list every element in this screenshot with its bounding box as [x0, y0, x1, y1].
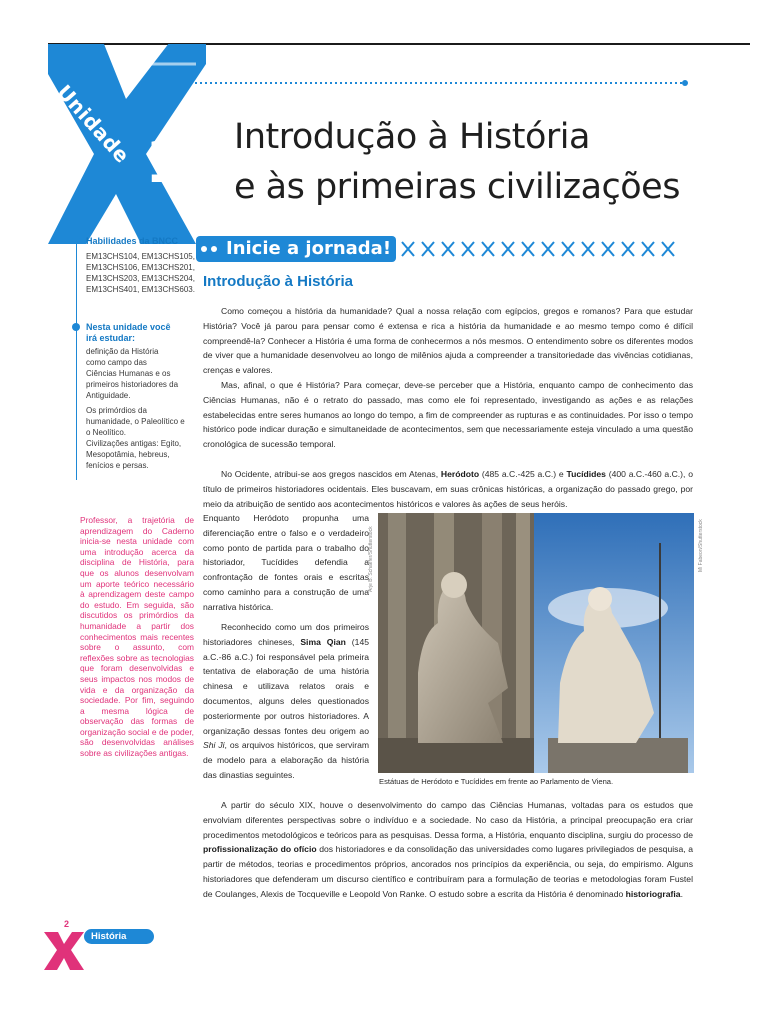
paragraph-3 [203, 467, 693, 511]
page-title-line-1: Introdução à História [234, 117, 590, 157]
paragraph-5-text: A partir do século XIX, houve o desenvolvimento do campo das Ciências Humanas, voltadas para os estudos que envolviam diferentes perspectivas sobre o indivíduo e a sociedade. No caso da História, a principal preocupação era criar procedimentos metodológicos e teóricos para as pesquisas. Dessa forma, a História, enquanto disciplina, surgiu do processo de [203, 800, 693, 840]
topic-line: Mesopotâmia, hebreus, [86, 450, 170, 459]
study-heading-2: irá estudar: [86, 333, 136, 343]
title-dotted-line [190, 78, 690, 88]
skills-block [86, 236, 195, 295]
historiografia-term: historiografia [625, 888, 681, 899]
paragraph-3-text: (485 a.C.-425 a.C.) e [479, 469, 567, 479]
unit-label: Unidade [52, 80, 135, 168]
teacher-note: Professor, a trajetória de aprendizagem do Caderno inicia-se nesta unidade com uma introdução acerca da disciplina de História, para que os alunos desenvolvam um aporte teórico necessário à aprendizagem deste campo do estudo. Em seguida, são discutidos os primórdios da humanidade a partir dos conhecimentos mais recentes sobre o assunto, com reflexões sobre as tecnologias que foram desenvolvidas e seus impactos nos modos de vida e da organização da sociedade. Por fim, seguindo a mesma lógica de observação das formas de organização social e de poder, são desenvolvidas análises sobre as civilizações antigas. [80, 515, 194, 759]
journey-banner-text: Inicie a jornada! [226, 238, 392, 259]
shi-ji-term: Shi Ji [203, 740, 225, 751]
tucidides-term: Tucídides [566, 469, 606, 479]
paragraph-5-text: dos historiadores e da consolidação das universidades como lugares privilegiados de pesquisa, a partir de métodos, teorias e procedimentos próprios, ancorados nos princípios da experiência, ou seja, do empirismo. Alguns historiadores que defenderam um discurso científico e contribuíram para a formulação de teorias e metodologias foram Fustel de Coulanges, Alexis de Tocqueville e Leopold Von Ranke. O estudo sobre a escrita da História é denominado [203, 844, 694, 899]
skills-heading: Habilidades da BNCC [86, 236, 179, 246]
page-title-line-2: e às primeiras civilizações [234, 167, 680, 207]
topic-line: humanidade, o Paleolítico e [86, 417, 185, 426]
profissionalizacao-term: profissionalização do ofício [203, 844, 317, 855]
footer-x-logo-icon [44, 922, 84, 972]
skills-line: EM13CHS203, EM13CHS204, [86, 274, 195, 283]
paragraph-3-continued-text: Enquanto Heródoto propunha uma diferenciação entre o falso e o verdadeiro como ponto de partida para o trabalho do historiador, Tucídides defendia a confrontação de fontes orais e escritas como caminho para a construção de uma narrativa histórica. [203, 513, 369, 612]
paragraph-2: Mas, afinal, o que é História? Para começar, deve-se perceber que a História, enquanto campo de conhecimento das Ciências Humanas, não é o retrato do passado, mas como ele foi representado, investigando as ações e as relações estabelecidas entre seres humanos ao longo do tempo, a fim de compreender as rupturas e as continuidades. Por isso o tempo histórico pode indicar duração e simultaneidade de acontecimentos, sem que necessariamente esteja vinculado a uma questão cronológica de sucessão temporal. [203, 380, 693, 450]
photo-credit-left: Arje B. Schaefer/Shutterstock [368, 526, 374, 592]
topic-line: Ciências Humanas e os [86, 369, 171, 378]
sidebar-bullet-icon [72, 236, 80, 244]
subject-label: História [91, 931, 127, 942]
skills-line: EM13CHS106, EM13CHS201, [86, 263, 195, 272]
paragraph-5-text: . [680, 888, 683, 899]
topic-line: Os primórdios da [86, 406, 147, 415]
skills-line: EM13CHS401, EM13CHS603. [86, 285, 195, 294]
herodoto-term: Heródoto [440, 469, 480, 479]
paragraph-3-text: No Ocidente, atribui-se aos gregos nascidos em Atenas, [221, 469, 441, 479]
section-heading: Introdução à História [203, 273, 354, 290]
sidebar-rule [76, 240, 77, 480]
topic-line: Antiguidade. [86, 391, 131, 400]
paragraph-4-text: (145 a.C.-86 a.C.) foi responsável pela primeira tentativa de elaboração de uma história chinesa e utilizava relatos orais e documentos, alguns deles questionados posteriormente por outros historiadores. A organização dessas fontes deu origem ao [203, 636, 370, 736]
photo-caption: Estátuas de Heródoto e Tucídides em frente ao Parlamento de Viena. [379, 777, 614, 786]
photo-credit-right: Mi Fabeon/Shutterstock [698, 519, 704, 572]
sima-qian-term: Sima Qian [300, 636, 346, 647]
banner-x-pattern-icon [400, 240, 690, 258]
sidebar-bullet-icon [72, 323, 80, 331]
topics-block [86, 322, 185, 471]
study-heading-1: Nesta unidade você [86, 322, 171, 332]
skills-line: EM13CHS104, EM13CHS105, [86, 252, 195, 261]
topic-line: definição da História [86, 347, 159, 356]
topic-line: Civilizações antigas: Egito, [86, 439, 182, 448]
paragraph-1: Como começou a história da humanidade? Qual a nossa relação com egípcios, gregos e romanos? Para que estudar História? Você já parou para pensar como é extensa e rica a história da humanidade e ao mesmo tempo como é difícil compreendê-la? Conhecer a História é uma forma de conhecermos a nós mesmos. O entendimento sobre os diferentes modos de viver que a humanidade desenvolveu ao longo de milênios ajuda a compreender a transitoriedade das vivências cotidianas, crenças e valores. [203, 306, 693, 376]
paragraph-4-text: Reconhecido como um dos primeiros historiadores chineses, [203, 622, 369, 647]
page-title [234, 112, 680, 212]
unit-number: 1 [145, 128, 186, 196]
paragraph-4 [203, 620, 369, 783]
statues-photo [378, 513, 694, 773]
topic-line: o Neolítico. [86, 428, 127, 437]
topic-line: fenícios e persas. [86, 461, 149, 470]
banner-dots-icon [200, 244, 220, 254]
topic-line: primeiros historiadores da [86, 380, 179, 389]
page-number: 2 [64, 919, 70, 929]
paragraph-3-text: (400 a.C.-460 a.C.), o título de primeiros historiadores ocidentais. Eles buscavam, em suas crônicas históricas, a organização do passado grego, por meio da atribuição de sentido aos acontecimentos históricos e valores às ações de seus heróis. [203, 469, 693, 509]
paragraph-4-text: , os arquivos históricos, que serviram de modelo para a elaboração da história das dinastias seguintes. [203, 740, 370, 780]
paragraph-3-continued [203, 511, 369, 615]
paragraph-5 [203, 798, 693, 902]
topic-line: como campo das [86, 358, 147, 367]
